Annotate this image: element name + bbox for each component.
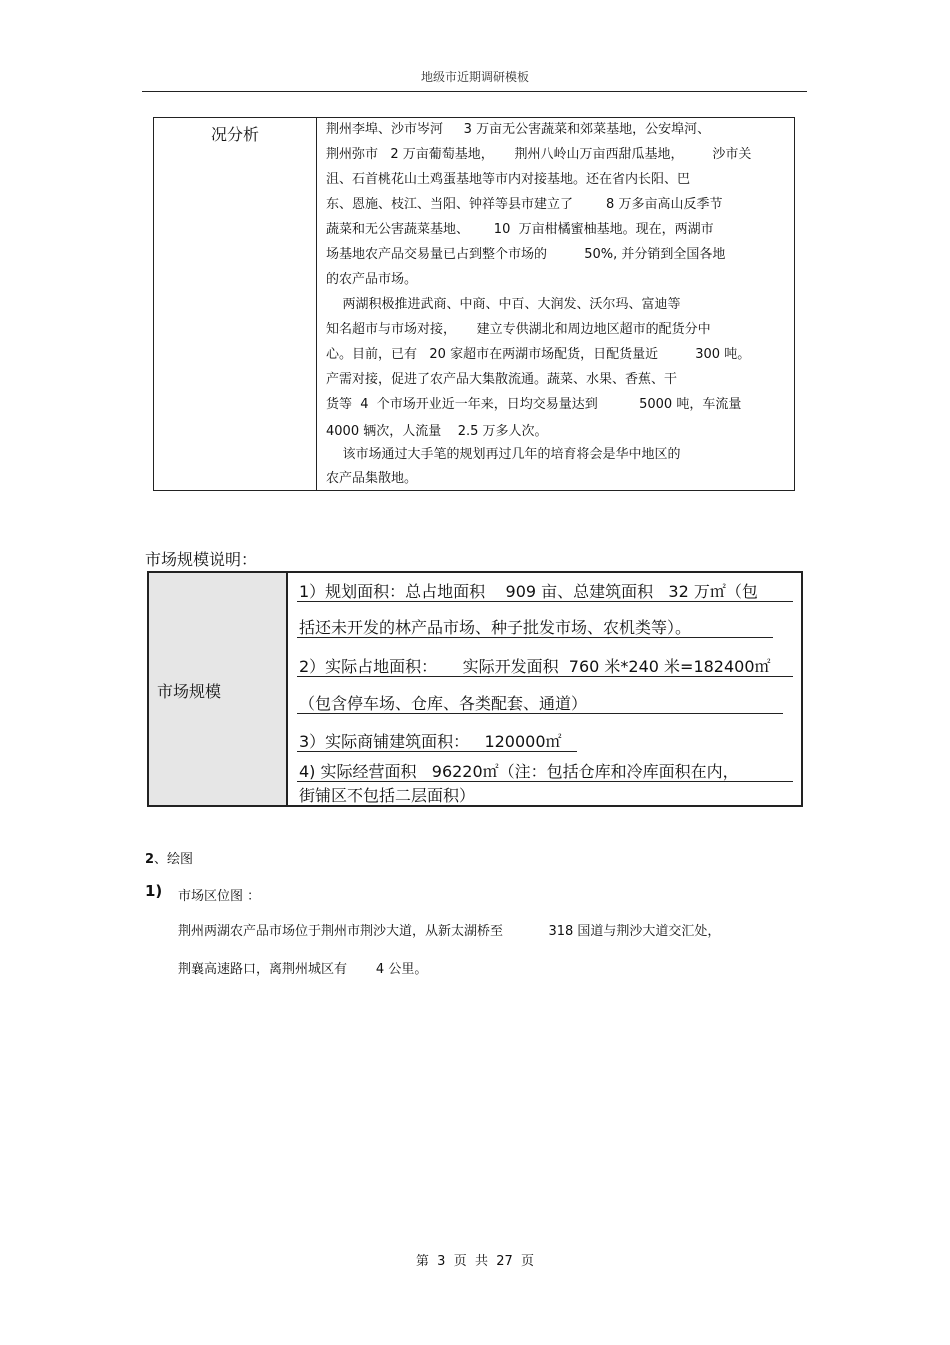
scale-underline [297, 676, 793, 677]
analysis-table-label: 况分析 [210, 125, 259, 144]
scale-underline [297, 781, 793, 782]
analysis-table-divider [316, 118, 317, 490]
analysis-line: 农产品集散地。 [326, 471, 418, 486]
section-2-number: 2 [145, 852, 155, 867]
scale-line: 1）规划面积：总占地面积 909 亩、总建筑面积 32 万㎡（包 [299, 582, 758, 601]
scale-underline [297, 637, 773, 638]
analysis-line: 荆州李埠、沙市岑河 3 万亩无公害蔬菜和郊菜基地，公安埠河、 [326, 122, 711, 137]
analysis-line: 4000 辆次，人流量 2.5 万多人次。 [326, 424, 548, 439]
subsection-title: 市场区位图 ： [178, 889, 261, 904]
analysis-line: 蔬菜和无公害蔬菜基地、 10 万亩柑橘蜜柚基地。现在，两湖市 [326, 222, 714, 237]
scale-line: 4) 实际经营面积 96220㎡（注：包括仓库和冷库面积在内， [299, 762, 739, 781]
market-scale-label: 市场规模 [157, 682, 222, 701]
analysis-line: 产需对接，促进了农产品大集散流通。蔬菜、水果、香蕉、干 [326, 372, 678, 387]
market-scale-table [147, 571, 803, 807]
page-header-title: 地级市近期调研模板 [420, 70, 529, 84]
analysis-line: 沮、石首桃花山土鸡蛋基地等市内对接基地。还在省内长阳、巴 [326, 172, 691, 187]
page-footer: 第 3 页 共 27 页 [415, 1254, 535, 1269]
section-2-title: 、绘图 [154, 852, 194, 867]
location-paragraph-line: 荆州两湖农产品市场位于荆州市荆沙大道，从新太湖桥至 318 国道与荆沙大道交汇处， [178, 924, 721, 939]
analysis-line: 荆州弥市 2 万亩葡萄基地， 荆州八岭山万亩西甜瓜基地， 沙市关 [326, 147, 752, 162]
analysis-line: 两湖积极推进武商、中商、中百、大润发、沃尔玛、富迪等 [326, 297, 681, 312]
market-scale-section-title: 市场规模说明： [145, 550, 258, 569]
analysis-line: 知名超市与市场对接， 建立专供湖北和周边地区超市的配货分中 [326, 322, 711, 337]
subsection-number: 1) [145, 882, 163, 900]
analysis-table [153, 117, 795, 491]
scale-line: 3）实际商铺建筑面积： 120000㎡ [299, 732, 562, 751]
analysis-line: 该市场通过大手笔的规划再过几年的培育将会是华中地区的 [326, 447, 681, 462]
scale-line: 括还未开发的林产品市场、种子批发市场、农机类等）。 [299, 618, 692, 637]
location-paragraph-line: 荆襄高速路口，离荆州城区有 4 公里。 [178, 962, 428, 977]
analysis-line: 的农产品市场。 [326, 272, 418, 287]
analysis-line: 货等 4 个市场开业近一年来，日均交易量达到 5000 吨，车流量 [326, 397, 742, 412]
scale-underline [297, 805, 507, 806]
scale-underline [297, 601, 793, 602]
analysis-line: 东、恩施、枝江、当阳、钟祥等县市建立了 8 万多亩高山反季节 [326, 197, 723, 212]
scale-underline [297, 713, 783, 714]
scale-line: 街铺区不包括二层面积） [299, 786, 476, 805]
scale-line: （包含停车场、仓库、各类配套、通道） [299, 694, 588, 713]
scale-underline [297, 751, 577, 752]
section-2-heading [145, 848, 193, 867]
analysis-line: 场基地农产品交易量已占到整个市场的 50%, 并分销到全国各地 [326, 247, 726, 262]
analysis-line: 心。目前，已有 20 家超市在两湖市场配货，日配货量近 300 吨。 [326, 347, 751, 362]
scale-line: 2）实际占地面积： 实际开发面积 760 米*240 米=182400㎡ [299, 657, 771, 676]
header-rule [142, 91, 807, 92]
